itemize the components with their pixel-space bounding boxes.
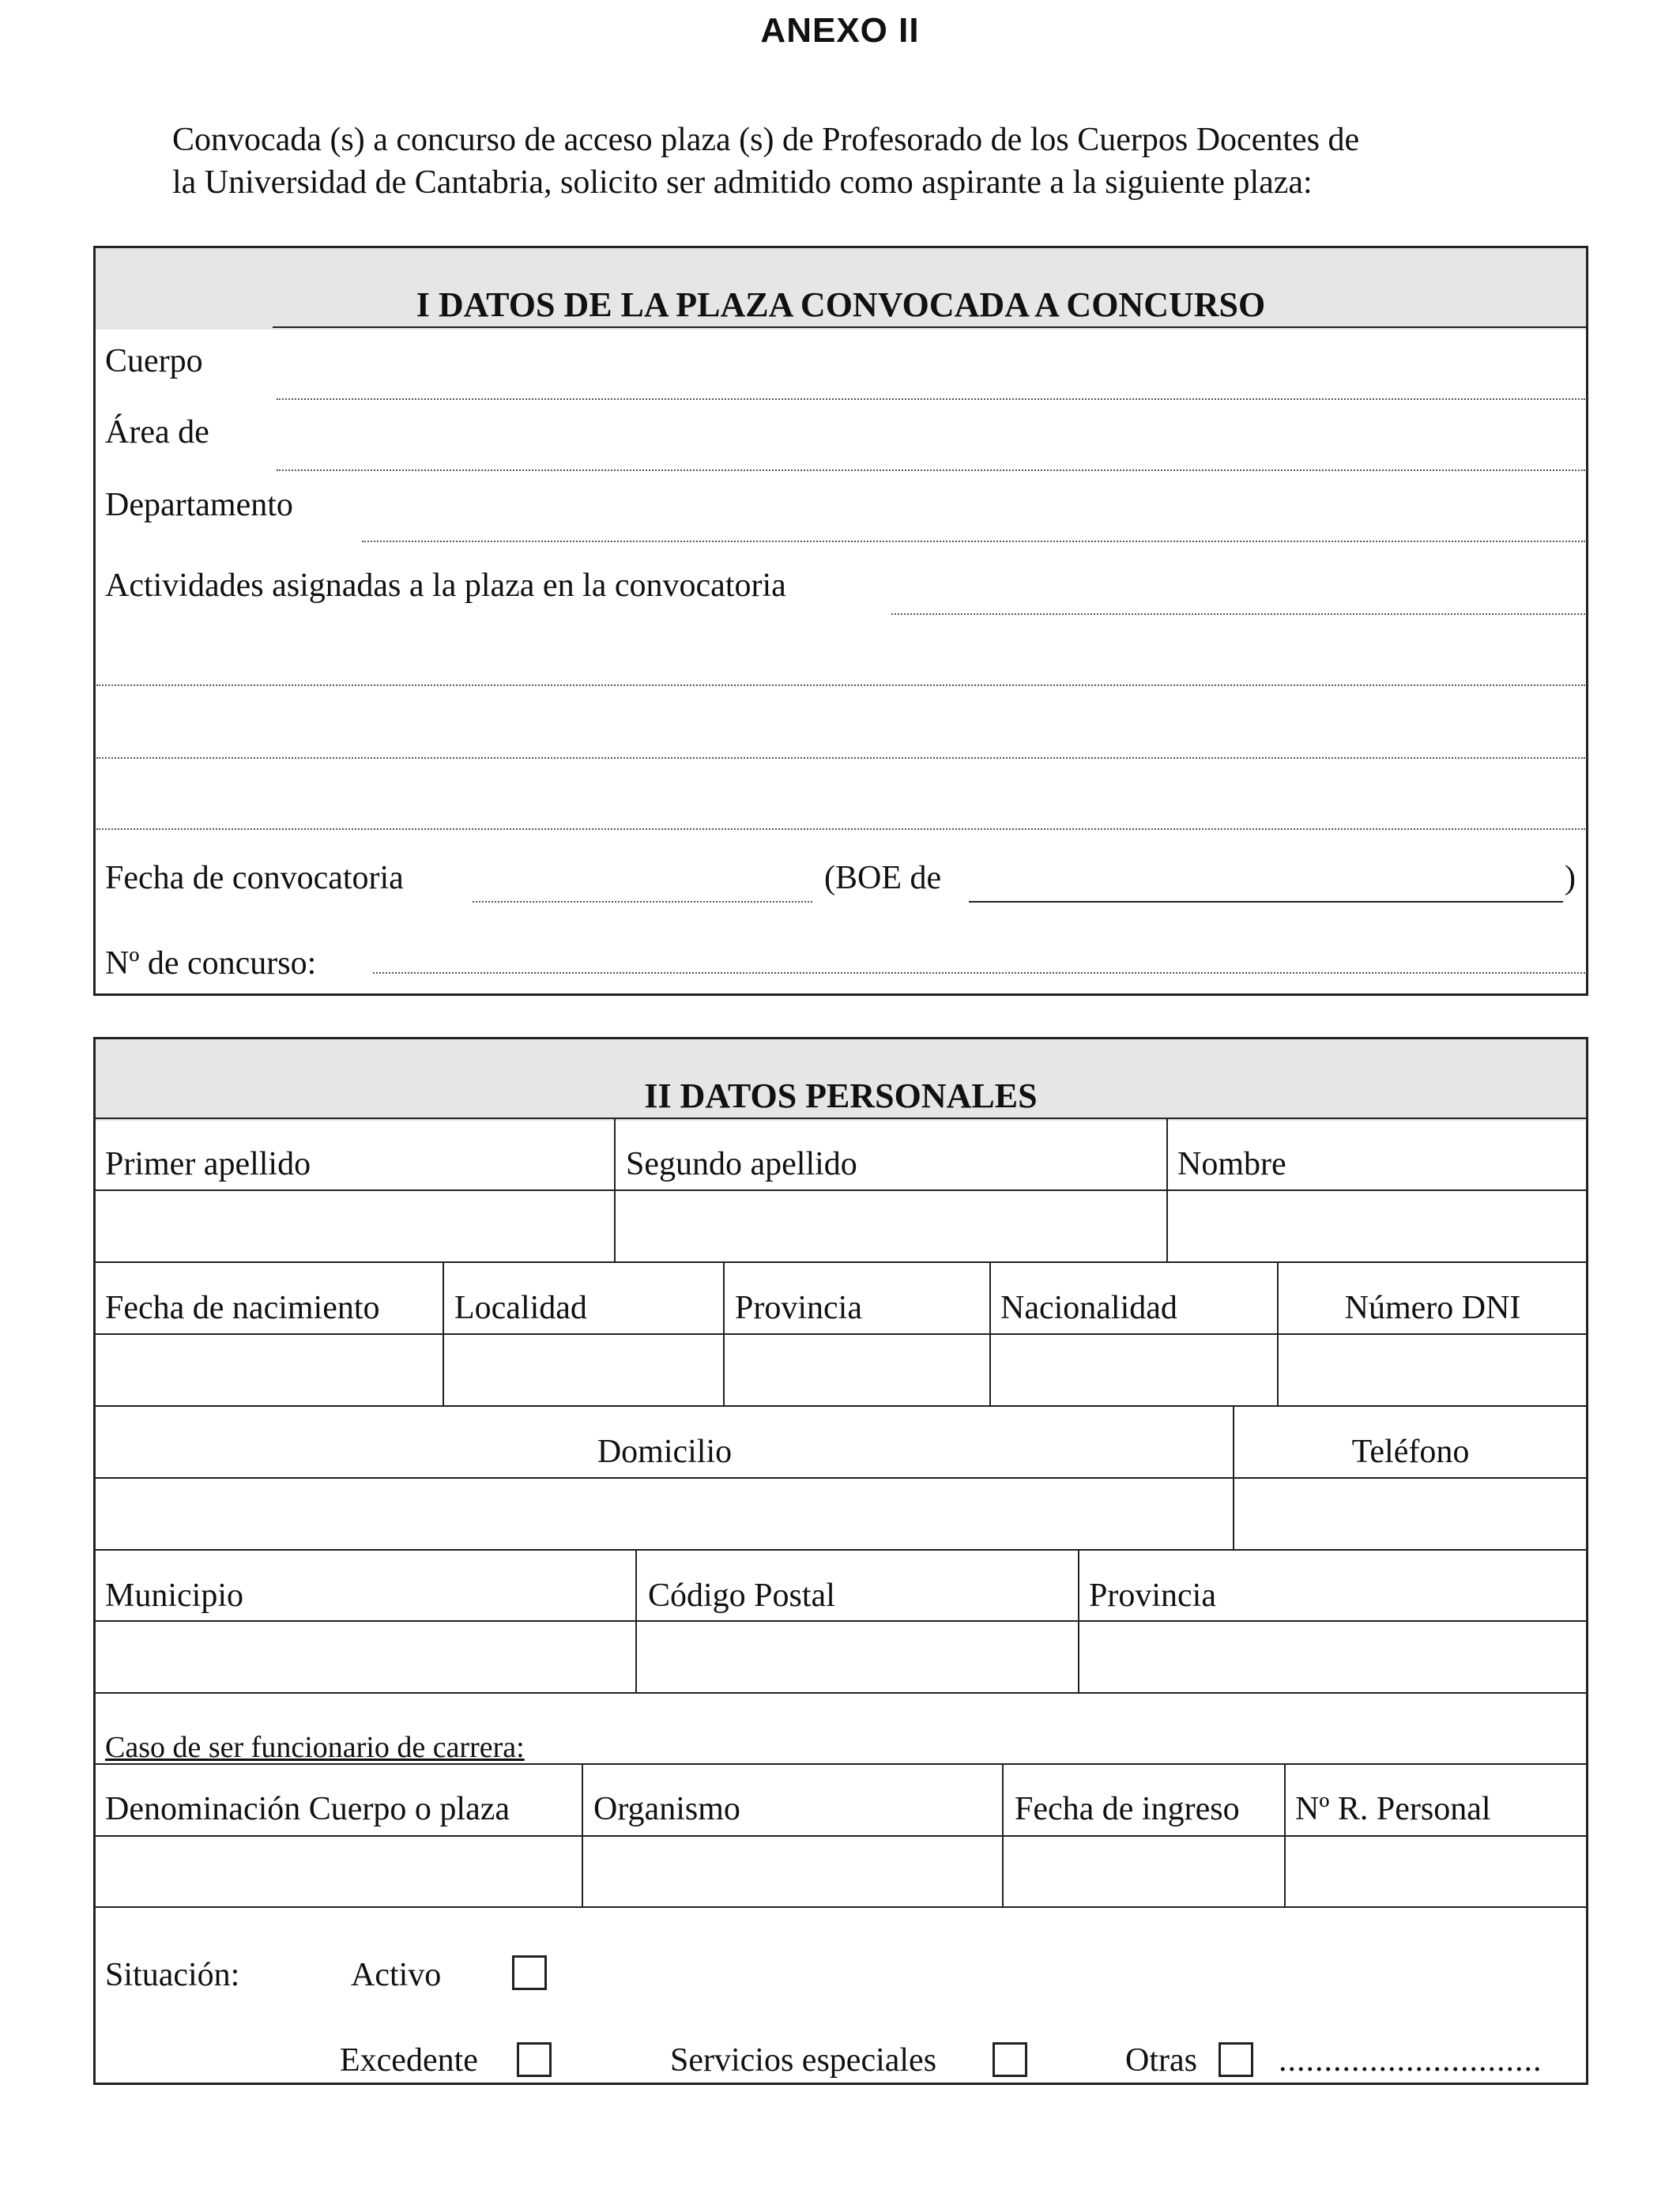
codigo-postal-label: Código Postal [648,1578,835,1614]
denominacion-field[interactable] [96,1837,580,1906]
boe-label: (BOE de [824,860,942,896]
servicios-especiales-checkbox[interactable] [993,2042,1027,2077]
row-rule [95,1118,1587,1119]
nombre-label: Nombre [1177,1146,1286,1182]
col-rule [989,1261,991,1405]
nacionalidad-label: Nacionalidad [1000,1290,1177,1326]
fecha-convocatoria-field[interactable] [473,901,812,903]
row-rule [95,1692,1587,1694]
numero-concurso-field[interactable] [373,972,1585,974]
codigo-postal-field[interactable] [638,1622,1076,1691]
annex-title: ANEXO II [760,11,920,50]
row-rule [95,1405,1587,1407]
segundo-apellido-label: Segundo apellido [626,1146,857,1182]
fecha-ingreso-field[interactable] [1004,1837,1283,1906]
cuerpo-label: Cuerpo [105,343,203,379]
domicilio-label: Domicilio [597,1434,733,1470]
actividades-field-4[interactable] [96,828,1585,830]
col-rule [614,1118,616,1261]
col-rule [443,1261,444,1405]
nombre-field[interactable] [1169,1191,1585,1261]
row-rule [95,1261,1587,1263]
caso-funcionario-note: Caso de ser funcionario de carrera: [105,1731,525,1764]
departamento-field[interactable] [362,541,1585,542]
departamento-label: Departamento [105,487,293,523]
col-rule [635,1549,637,1692]
municipio-field[interactable] [96,1622,634,1691]
fecha-nacimiento-label: Fecha de nacimiento [105,1290,380,1326]
numero-dni-field[interactable] [1279,1335,1585,1404]
nr-personal-field[interactable] [1286,1837,1585,1906]
col-rule [1233,1405,1234,1549]
excedente-checkbox[interactable] [517,2042,552,2077]
telefono-label: Teléfono [1351,1434,1470,1470]
cuerpo-field[interactable] [277,398,1585,400]
nr-personal-label: Nº R. Personal [1295,1791,1491,1827]
denominacion-label: Denominación Cuerpo o plaza [105,1791,510,1827]
intro-line-1: Convocada (s) a concurso de acceso plaza (s) de Profesorado de los Cuerpos Docentes de [172,122,1360,158]
activo-checkbox[interactable] [512,1955,547,1990]
boe-close-paren: ) [1565,860,1576,896]
fecha-ingreso-label: Fecha de ingreso [1015,1791,1240,1827]
col-rule [582,1763,583,1906]
activo-label: Activo [351,1957,442,1993]
provincia-label: Provincia [735,1290,862,1326]
situacion-label: Situación: [105,1957,240,1993]
provincia-domicilio-label: Provincia [1089,1578,1216,1614]
provincia-field[interactable] [725,1335,988,1404]
boe-field[interactable] [969,901,1563,903]
municipio-label: Municipio [105,1578,243,1614]
nacionalidad-field[interactable] [992,1335,1275,1404]
actividades-field-2[interactable] [96,684,1585,686]
localidad-field[interactable] [445,1335,721,1404]
provincia-domicilio-field[interactable] [1080,1622,1585,1691]
col-rule [1002,1763,1004,1906]
col-rule [1166,1118,1168,1261]
otras-checkbox[interactable] [1219,2042,1253,2077]
telefono-field[interactable] [1235,1479,1585,1548]
fecha-convocatoria-label: Fecha de convocatoria [105,860,404,896]
area-label: Área de [105,414,209,450]
area-field[interactable] [277,469,1585,471]
organismo-field[interactable] [584,1837,1000,1906]
col-rule [1078,1549,1079,1692]
fecha-nacimiento-field[interactable] [96,1335,441,1404]
section-personal-title: II DATOS PERSONALES [96,1039,1586,1121]
section-plaza-title: I DATOS DE LA PLAZA CONVOCADA A CONCURSO [96,248,1586,330]
col-rule [1284,1763,1286,1906]
primer-apellido-label: Primer apellido [105,1146,311,1182]
numero-dni-label: Número DNI [1344,1290,1521,1326]
actividades-field-3[interactable] [96,757,1585,759]
localidad-label: Localidad [454,1290,587,1326]
intro-line-2: la Universidad de Cantabria, solicito ser admitido como aspirante a la siguiente plaza: [172,164,1313,201]
col-rule [1277,1261,1279,1405]
col-rule [723,1261,725,1405]
otras-label: Otras [1125,2042,1197,2079]
servicios-especiales-label: Servicios especiales [670,2042,937,2079]
otras-field[interactable]: ............................. [1279,2042,1543,2079]
segundo-apellido-field[interactable] [616,1191,1165,1261]
excedente-label: Excedente [340,2042,478,2079]
row-rule [95,1906,1587,1908]
section-plaza-divider [273,326,1588,328]
numero-concurso-label: Nº de concurso: [105,945,317,982]
domicilio-field[interactable] [96,1479,1231,1548]
row-rule [95,1549,1587,1551]
primer-apellido-field[interactable] [96,1191,612,1261]
actividades-label: Actividades asignadas a la plaza en la convocatoria [105,567,786,604]
organismo-label: Organismo [593,1791,740,1827]
actividades-field-1[interactable] [891,613,1585,615]
